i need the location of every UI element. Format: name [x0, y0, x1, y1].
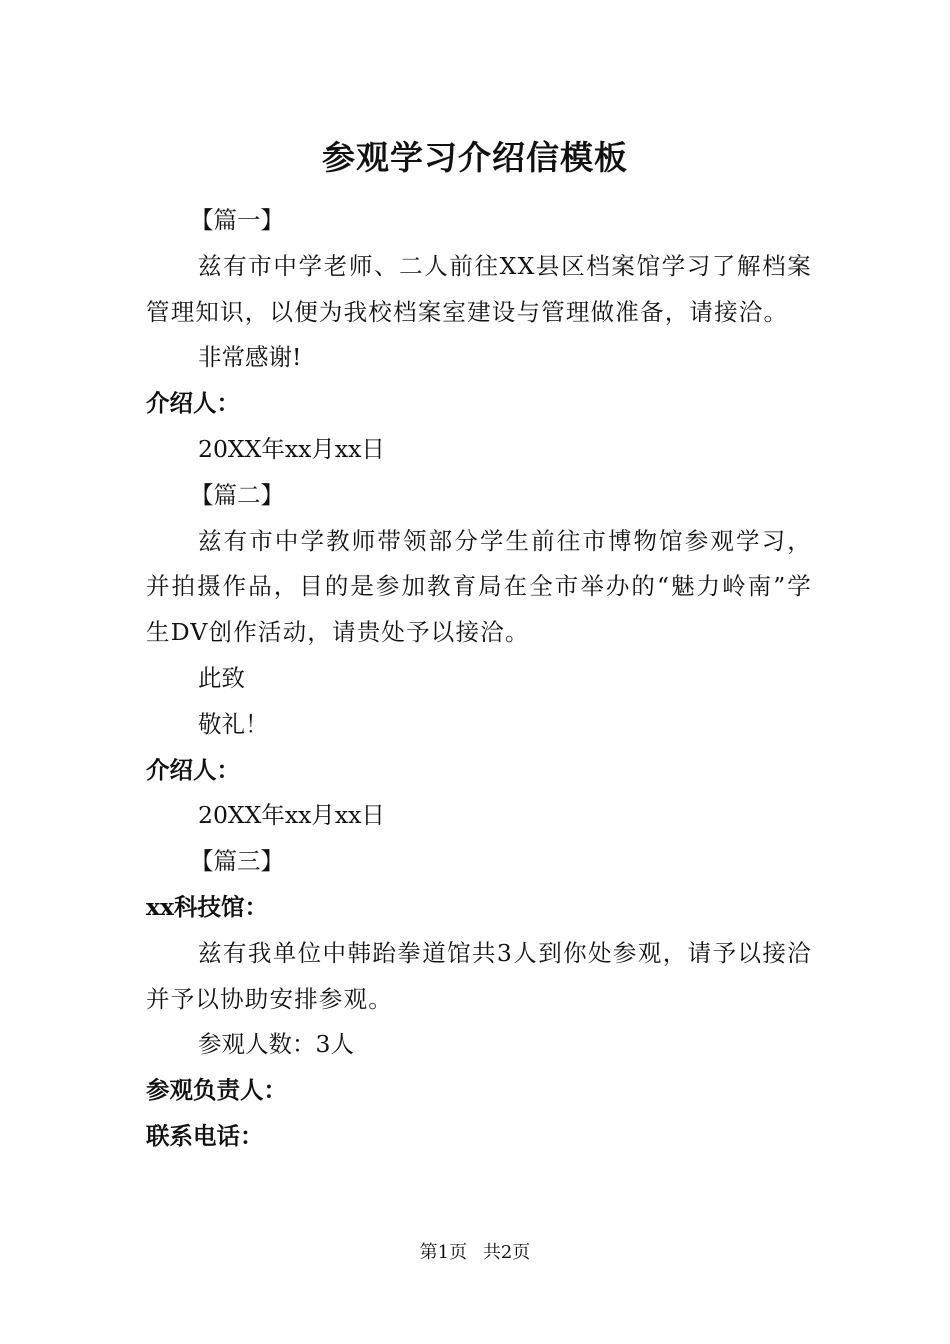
section-3-recipient: xx科技馆：: [146, 892, 269, 921]
section-3-phone-label: 联系电话：: [146, 1121, 264, 1150]
document-title: 参观学习介绍信模板: [322, 138, 628, 177]
section-3-body: 兹有我单位中韩跆拳道馆共3人到你处参观，请予以接洽并予以协助安排参观。: [146, 938, 812, 1013]
section-2-body: 兹有市中学教师带领部分学生前往市博物馆参观学习，并拍摄作品，目的是参加教育局在全市举办的“魅力岭南”学生DV创作活动，请贵处予以接洽。: [146, 526, 812, 647]
section-1-date: 20XX年xx月xx日: [198, 434, 385, 463]
page-total: 共2页: [482, 1242, 531, 1263]
section-1-closing: 非常感谢!: [198, 343, 302, 372]
section-2-closing-line-2: 敬礼！: [198, 709, 269, 738]
section-1-body: 兹有市中学老师、二人前往XX县区档案馆学习了解档案管理知识，以便为我校档案室建设与管理做准备，请接洽。: [146, 251, 812, 326]
section-2-introducer-label: 介绍人：: [146, 755, 240, 784]
page-footer: [0, 1240, 950, 1266]
section-2-heading: 【篇二】: [190, 480, 284, 509]
document-body: [146, 198, 812, 1160]
page-number: 第1页: [419, 1242, 468, 1263]
section-1-introducer-label: 介绍人：: [146, 389, 240, 418]
section-2-date: 20XX年xx月xx日: [198, 801, 385, 830]
section-2-closing-line-1: 此致: [198, 663, 245, 692]
section-1-heading: 【篇一】: [190, 206, 284, 234]
section-3-heading: 【篇三】: [190, 847, 284, 876]
section-3-person-in-charge-label: 参观负责人：: [146, 1076, 287, 1105]
section-3-visitor-count: 参观人数：3人: [198, 1030, 354, 1059]
